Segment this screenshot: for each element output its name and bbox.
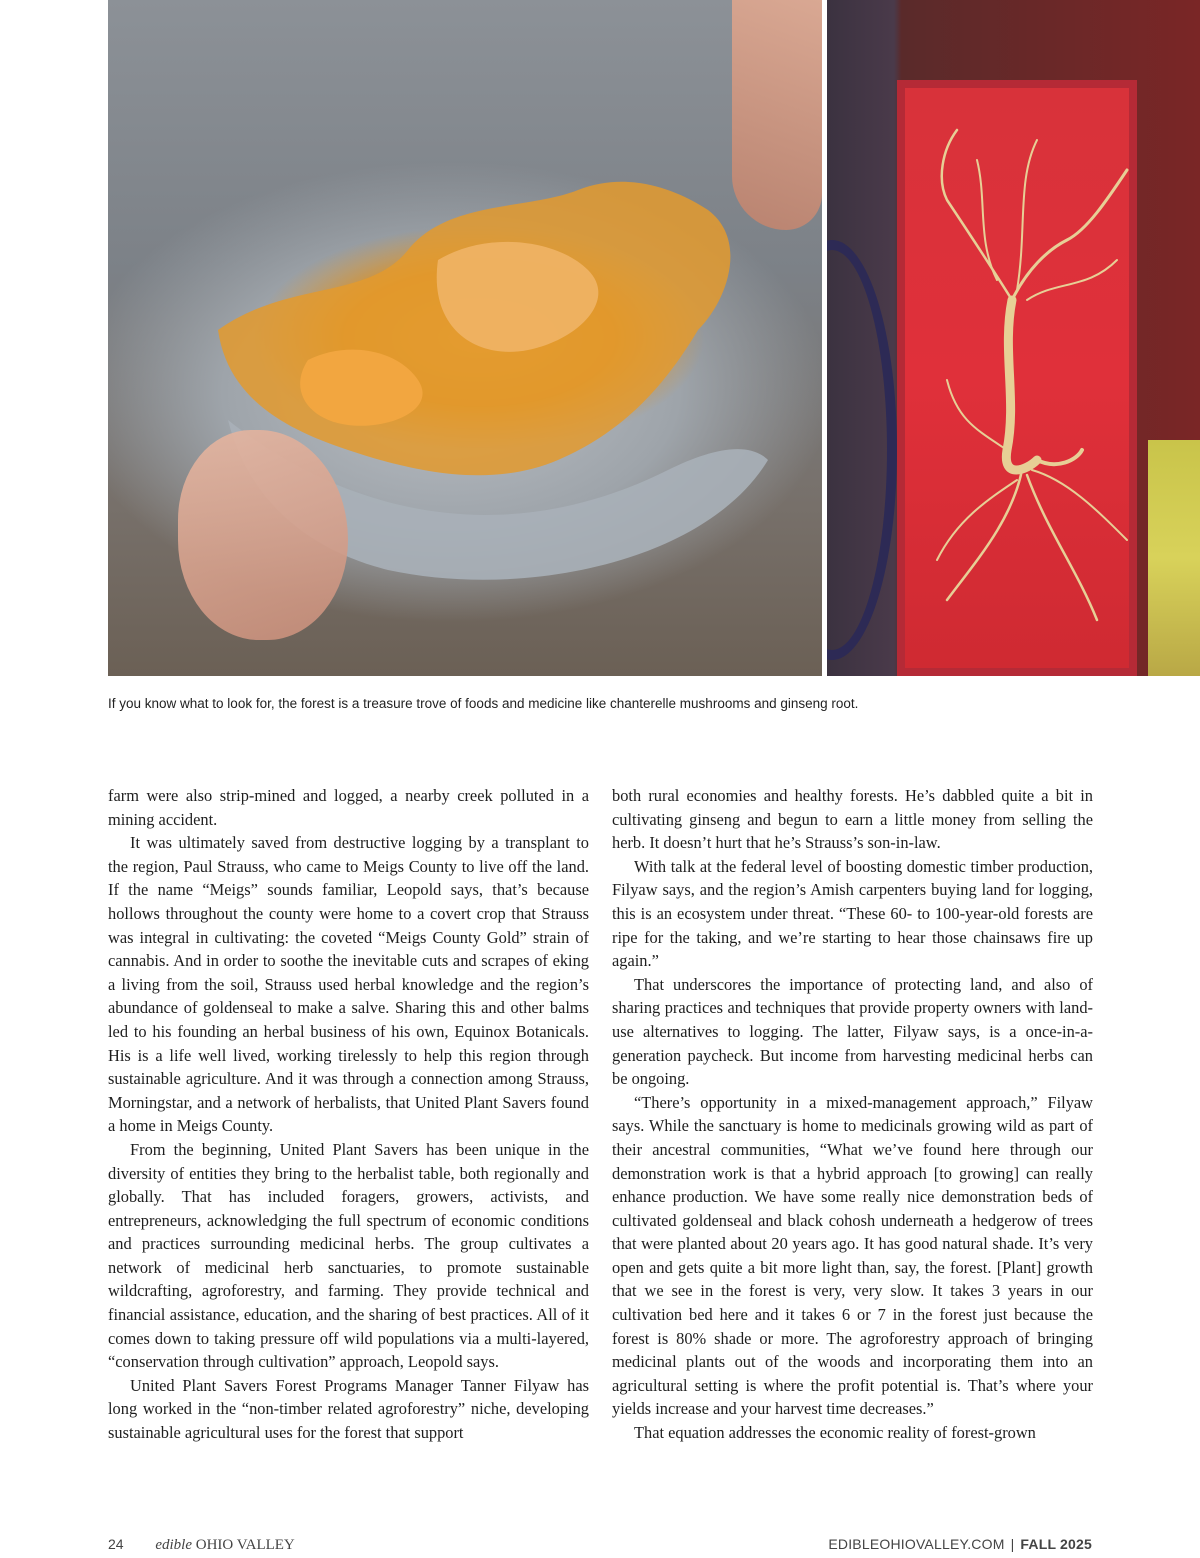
issue-label: FALL 2025: [1020, 1536, 1092, 1552]
article-paragraph: farm were also strip-mined and logged, a nearby creek polluted in a mining accident.: [108, 786, 589, 829]
website-link[interactable]: EDIBLEOHIOVALLEY.COM: [828, 1536, 1005, 1552]
article-paragraph: both rural economies and healthy forests. He’s dabbled quite a bit in cultivating ginseng and begun to earn a little money from selling the herb. It doesn’t hurt that he’s Strauss’s son-in-law.: [612, 786, 1093, 853]
ginseng-root-photo: [827, 0, 1200, 676]
ginseng-root-graphic: [827, 0, 1200, 676]
brand-edible: edible: [155, 1537, 192, 1553]
footer-folio-right: [828, 1536, 1092, 1552]
article-paragraph: With talk at the federal level of boosting domestic timber production, Filyaw says, and the region’s Amish carpenters buying land for logging, this is an ecosystem under threat. “These 60- to 100-year-old forests are ripe for the taking, and we’re starting to hear those chainsaws fire up again.”: [612, 856, 1093, 971]
article-paragraph: “There’s opportunity in a mixed-management approach,” Filyaw says. While the sanctuary is home to medicinals growing wild as part of their ancestral communities, “What we’ve found here through our demonstration work is that a hybrid approach [to growing] can really enhance production. We have some really nice demonstration beds of cultivated goldenseal and black cohosh underneath a hedgerow of trees that were planted about 20 years ago. It has good natural shade. It’s very open and gets quite a bit more light than, say, the forest. [Plant] growth that we see in the forest is very, very slow. It takes 3 years in our cultivation bed here and it takes 6 or 7 in the forest just because the forest is 80% shade or more. The agroforestry approach of bringing medicinal plants out of the woods and incorporating them into an agricultural setting is where the profit potential is. That’s where your yields increase and your harvest time decreases.”: [612, 1092, 1093, 1419]
photo-caption: If you know what to look for, the forest is a treasure trove of foods and medicine like chanterelle mushrooms and ginseng root.: [108, 696, 859, 711]
article-paragraph: That underscores the importance of protecting land, and also of sharing practices and techniques that provide property owners with land-use alternatives to logging. The latter, Filyaw says, is a once-in-a-generation paycheck. But income from harvesting medicinal herbs can be ongoing.: [612, 974, 1093, 1089]
article-paragraph: It was ultimately saved from destructive logging by a transplant to the region, Paul Strauss, who came to Meigs County to live off the land. If the name “Meigs” sounds familiar, Leopold says, that’s because hollows throughout the county were home to a covert crop that Strauss was integral in cultivating: the coveted “Meigs County Gold” strain of cannabis. And in order to soothe the inevitable cuts and scrapes of eking a living from the soil, Strauss used herbal knowledge and the region’s abundance of goldenseal to make a salve. Sharing this and other balms led to his founding an herbal business of his own, Equinox Botanicals. His is a life well lived, working tirelessly to help this region through sustainable agriculture. And it was through a connection among Strauss, Morningstar, and a network of herbalists, that United Plant Savers found a home in Meigs County.: [108, 833, 589, 1136]
page-number: 24: [108, 1536, 124, 1552]
article-paragraph: From the beginning, United Plant Savers has been unique in the diversity of entities they bring to the herbalist table, both regionally and globally. That has included foragers, growers, activists, and entrepreneurs, acknowledging the full spectrum of economic conditions and practices surrounding medicinal herbs. The group cultivates a network of medicinal herb sanctuaries, to promote sustainable wildcrafting, agroforestry, and farming. They provide technical and financial assistance, education, and the sharing of best practices. All of it comes down to taking pressure off wild populations via a multi-layered, “conservation through cultivation” approach, Leopold says.: [108, 1139, 589, 1372]
article-paragraph: United Plant Savers Forest Programs Manager Tanner Filyaw has long worked in the “non-timber related agroforestry” niche, developing sustainable agricultural uses for the forest that support: [108, 1375, 589, 1443]
chanterelle-photo: [108, 0, 822, 676]
article-paragraph: That equation addresses the economic reality of forest-grown: [634, 1423, 1036, 1443]
article-column-left: [108, 784, 589, 1445]
article-column-right: [612, 784, 1093, 1445]
tea-tin-shape: [1148, 440, 1200, 676]
brand-region: OHIO VALLEY: [195, 1537, 295, 1553]
footer-folio-left: [108, 1536, 295, 1554]
footer-separator: |: [1010, 1536, 1015, 1552]
